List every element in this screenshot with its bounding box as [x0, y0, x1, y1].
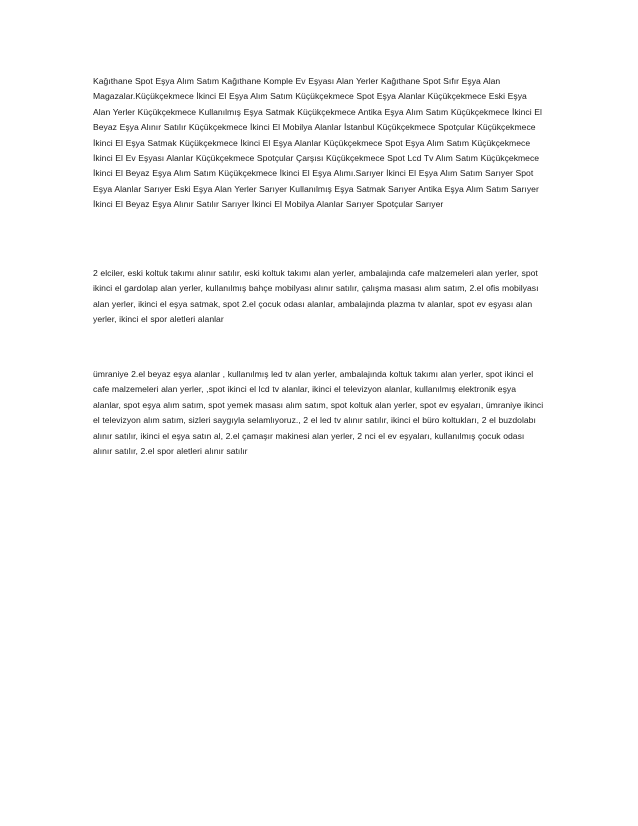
paragraph-umraniye-items: ümraniye 2.el beyaz eşya alanlar , kullanılmış led tv alan yerler, ambalajında koltuk takımı alan yerler, spot ikinci el cafe malzemeleri alan yerler, ,spot ikinci el lcd tv alanlar, ikinci el televizyon alanlar, kullanılmış elektronik eşya alanlar, spot eşya alım satım, spot yemek masası alım satım, spot koltuk alan yerler, spot ev eşyaları, ümraniye ikinci el televizyon alım satım, sizleri saygıyla selamlıyoruz., 2 el led tv alınır satılır, ikinci el büro koltukları, 2 el buzdolabı alınır satılır, ikinci el eşya satın al, 2.el çamaşır makinesi alan yerler, 2 nci el ev eşyaları, kullanılmış çocuk odası alınır satılır, 2.el spor aletleri alınır satılır [93, 369, 544, 457]
paragraph-spot-esya-listing: Kağıthane Spot Eşya Alım Satım Kağıthane Komple Ev Eşyası Alan Yerler Kağıthane Spot Sıfır Eşya Alan Magazalar.Küçükçekmece İkinci El Eşya Alım Satım Küçükçekmece Spot Eşya Alanlar Küçükçekmece Eski Eşya Alan Yerler Küçükçekmece Kullanılmış Eşya Satmak Küçükçekmece Antika Eşya Alım Satım Küçükçekmece İkinci El Beyaz Eşya Alınır Satılır Küçükçekmece İkinci El Mobilya Alanlar İstanbul Küçükçekmece Spotçular Küçükçekmece İkinci El Eşya Satmak Küçükçekmece İkinci El Eşya Alanlar Küçükçekmece Spot Eşya Alım Satım Küçükçekmece İkinci El Ev Eşyası Alanlar Küçükçekmece Spotçular Çarşısı Küçükçekmece Spot Lcd Tv Alım Satım Küçükçekmece İkinci El Beyaz Eşya Alım Satım Küçükçekmece İkinci El Eşya Alımı.Sarıyer İkinci El Eşya Alım Satım Sarıyer Spot Eşya Alanlar Sarıyer Eski Eşya Alan Yerler Sarıyer Kullanılmış Eşya Satmak Sarıyer Antika Eşya Alım Satım Sarıyer İkinci El Beyaz Eşya Alınır Satılır Sarıyer İkinci El Mobilya Alanlar Sarıyer Spotçular Sarıyer [93, 76, 542, 210]
paragraph-2el-items: 2 elciler, eski koltuk takımı alınır satılır, eski koltuk takımı alan yerler, ambalajında cafe malzemeleri alan yerler, spot ikinci el gardolap alan yerler, kullanılmış bahçe mobilyası alınır satılır, çalışma masası alım satım, 2.el ofis mobilyası alan yerler, ikinci el eşya satmak, spot 2.el çocuk odası alanlar, ambalajında plazma tv alanlar, spot ev eşyası alan yerler, ikinci el spor aletleri alanlar [93, 268, 539, 325]
